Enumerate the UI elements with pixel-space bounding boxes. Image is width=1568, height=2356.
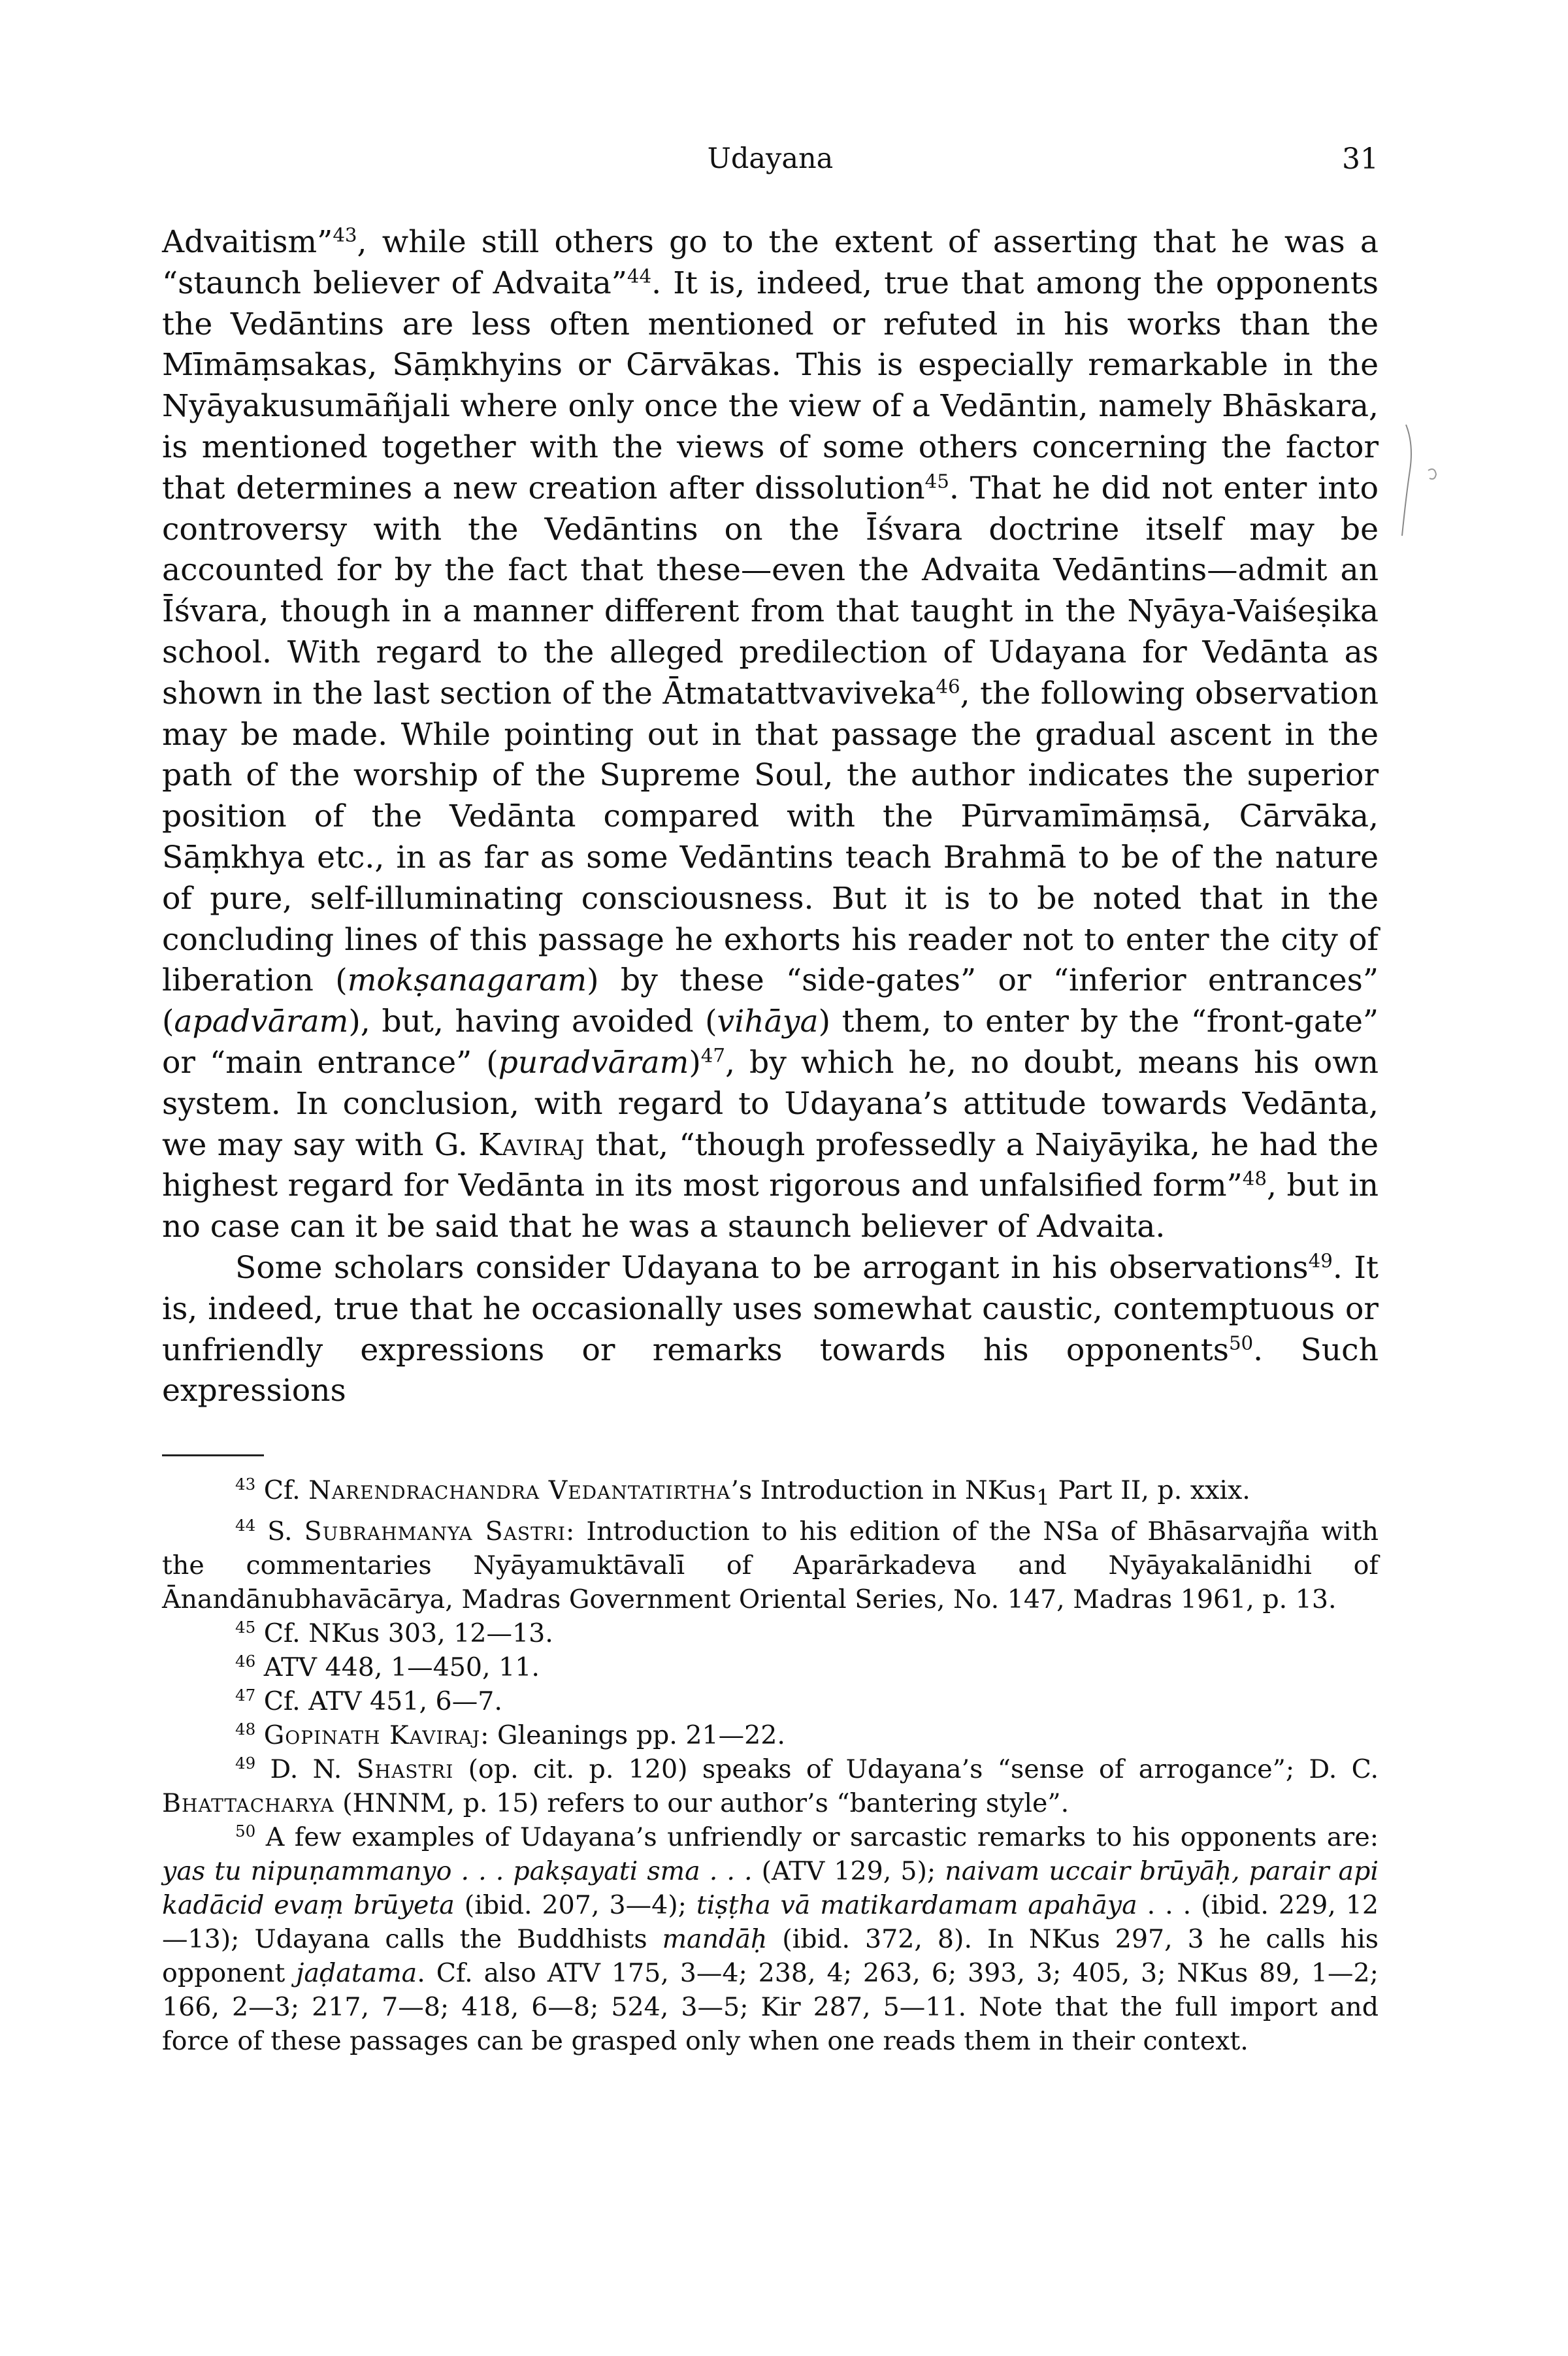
footnote-marker: 43 xyxy=(235,1474,256,1494)
text-run: ), but, having avoided ( xyxy=(348,1004,717,1040)
author-name: Shastri xyxy=(356,1754,454,1784)
footnote-marker: 49 xyxy=(235,1753,256,1773)
text-run: (ibid. 207, 3—4); xyxy=(454,1890,696,1920)
author-name: Gopinath Kaviraj xyxy=(263,1720,481,1750)
italic-term: jaḍatama xyxy=(296,1957,417,1988)
footnote xyxy=(162,1718,1379,1752)
author-name: Bhattacharya xyxy=(162,1788,335,1818)
footnote xyxy=(162,1752,1379,1820)
italic-term: apadvāram xyxy=(174,1004,349,1040)
italic-term: mandāḥ xyxy=(662,1923,768,1954)
text-run: Cf. xyxy=(255,1475,309,1505)
text-run: . Such expressions xyxy=(162,1332,1379,1409)
text-run: (ibid. 372, 8). In NKus 297, 3 he calls his opponent xyxy=(162,1923,1379,1988)
footnote-separator xyxy=(162,1454,264,1456)
text-run: . It is, indeed, true that among the opponents the Vedāntins are less often mentioned or refuted in his works than the Mīmāṃsakas, Sāṃkhyins or Cārvākas. This is especially remarkable in the Nyāyakusumāñjali where only once the view of a Vedāntin, namely Bhāskara, is mentioned together with the views of some others concerning the factor that determines a new creation after dissolution xyxy=(162,265,1379,506)
text-run: that, “though professedly a Naiyāyika, he had the highest regard for Vedānta in its most rigorous and unfalsified form” xyxy=(162,1126,1379,1204)
text-run: . It is, indeed, true that he occasionally uses somewhat caustic, contemptuous or unfriendly expressions or remarks towards his opponents xyxy=(162,1249,1379,1368)
author-name: Narendrachandra Vedantatirtha xyxy=(308,1475,731,1505)
margin-pencil-mark-icon xyxy=(1399,418,1452,549)
text-run: (HNNM, p. 15) refers to our author’s “bantering style”. xyxy=(334,1788,1070,1818)
italic-term: tiṣṭha vā matikardamam apahāya xyxy=(696,1890,1137,1920)
footnote-marker: 45 xyxy=(924,470,949,493)
footnote-marker: 48 xyxy=(1242,1167,1267,1190)
text-run: D. N. xyxy=(255,1754,357,1784)
footnote-marker: 50 xyxy=(1228,1331,1254,1354)
text-run: ) by these “side-gates” or “inferior entrances” ( xyxy=(162,962,1379,1040)
body-paragraph xyxy=(162,1248,1379,1412)
text-run: Part II, p. xxix. xyxy=(1049,1475,1250,1505)
text-run xyxy=(255,1720,264,1750)
text-run: (op. cit. p. 120) speaks of Udayana’s “sense of arrogance”; D. C. xyxy=(453,1754,1379,1784)
footnote-marker: 47 xyxy=(700,1044,726,1067)
italic-term: naivam uccair brūyāḥ, parair api kadācid evaṃ brūyeta xyxy=(162,1856,1379,1920)
text-run: Advaitism” xyxy=(162,224,333,260)
text-run: Cf. NKus 303, 12—13. xyxy=(255,1618,553,1648)
footnote-marker: 44 xyxy=(627,265,652,287)
footnote-marker: 45 xyxy=(235,1617,256,1637)
author-name: Subrahmanya Sastri xyxy=(304,1516,566,1546)
text-run: , by which he, no doubt, means his own system. In conclusion, with regard to Udayana’s attitude towards Vedānta, we may say with G. xyxy=(162,1044,1379,1163)
text-run: . . . (ibid. 229, 12—13); Udayana calls the Buddhists xyxy=(162,1890,1379,1954)
footnote-marker: 46 xyxy=(936,675,960,698)
footnote-marker: 49 xyxy=(1308,1249,1333,1272)
text-run: S. xyxy=(255,1516,304,1546)
text-run: . Cf. also ATV 175, 3—4; 238, 4; 263, 6; 393, 3; 405, 3; NKus 89, 1—2; 166, 2—3; 217, 7—8; 418, 6—8; 524, 3—5; Kir 287, 5—11. Note that the full import and force of these passages can be grasped only when one reads them in their context. xyxy=(162,1957,1379,2056)
text-run: , but in no case can it be said that he was a staunch believer of Advaita. xyxy=(162,1168,1379,1245)
footnote-marker: 50 xyxy=(235,1821,256,1841)
text-run: , while still others go to the extent of asserting that he was a “staunch believer of Advaita” xyxy=(162,224,1379,301)
text-run: : Introduction to his edition of the NSa of Bhāsarvajña with the commentaries Nyāyamuktāvalī of Aparārkadeva and Nyāyakalānidhi of Ānandānubhavācārya, Madras Government Oriental Series, No. 147, Madras 1961, p. 13. xyxy=(162,1516,1379,1614)
body-paragraph xyxy=(162,222,1379,1248)
italic-term: mokṣanagaram xyxy=(347,962,587,999)
subscript: 1 xyxy=(1036,1484,1050,1510)
footnote xyxy=(162,1473,1379,1514)
text-run: (ATV 129, 5); xyxy=(752,1856,945,1886)
text-run: A few examples of Udayana’s unfriendly or sarcastic remarks to his opponents are: xyxy=(255,1822,1379,1852)
text-run: ATV 448, 1—450, 11. xyxy=(255,1652,540,1682)
footnote xyxy=(162,1650,1379,1684)
footnote-marker: 47 xyxy=(235,1685,256,1705)
italic-term: vihāya xyxy=(717,1004,819,1040)
text-run: , the following observation may be made. While pointing out in that passage the gradual ascent in the path of the worship of the Supreme Soul, the author indicates the superior position of the Vedānta compared with the Pūrvamīmāṃsā, Cārvāka, Sāṃkhya etc., in as far as some Vedāntins teach Brahmā to be of the nature of pure, self-illuminating consciousness. But it is to be noted that in the concluding lines of this passage he exhorts his reader not to enter the city of liberation ( xyxy=(162,675,1379,999)
running-title: Udayana xyxy=(707,142,834,175)
footnote-marker: 44 xyxy=(235,1515,256,1535)
text-run: . That he did not enter into controversy with the Vedāntins on the Īśvara doctrine itself may be accounted for by the fact that these—even the Advaita Vedāntins—admit an Īśvara, though in a manner different from that taught in the Nyāya-Vaiśeṣika school. With regard to the alleged predilection of Udayana for Vedānta as shown in the last section of the Ātmatattvaviveka xyxy=(162,470,1379,712)
text-run: Some scholars consider Udayana to be arrogant in his observations xyxy=(235,1249,1309,1286)
footnote xyxy=(162,1684,1379,1718)
footnote xyxy=(162,1820,1379,2058)
text-run: ) xyxy=(689,1044,701,1081)
body-text xyxy=(162,222,1379,1412)
author-name: Kaviraj xyxy=(478,1126,585,1163)
text-run: ) them, to enter by the “front-gate” or “main entrance” ( xyxy=(162,1004,1379,1081)
page-number: 31 xyxy=(1342,142,1379,176)
italic-term: yas tu nipuṇammanyo . . . pakṣayati sma . . . xyxy=(162,1856,753,1886)
footnote xyxy=(162,1616,1379,1650)
footnote-marker: 48 xyxy=(235,1719,256,1739)
text-run: : Gleanings pp. 21—22. xyxy=(480,1720,785,1750)
text-run: ’s Introduction in NKus xyxy=(730,1475,1036,1505)
footnote xyxy=(162,1514,1379,1616)
text-run: Cf. ATV 451, 6—7. xyxy=(255,1686,502,1716)
footnote-marker: 46 xyxy=(235,1651,256,1671)
running-header xyxy=(162,142,1379,182)
footnotes xyxy=(162,1473,1379,2058)
italic-term: puradvāram xyxy=(498,1044,689,1081)
footnote-marker: 43 xyxy=(333,223,357,246)
